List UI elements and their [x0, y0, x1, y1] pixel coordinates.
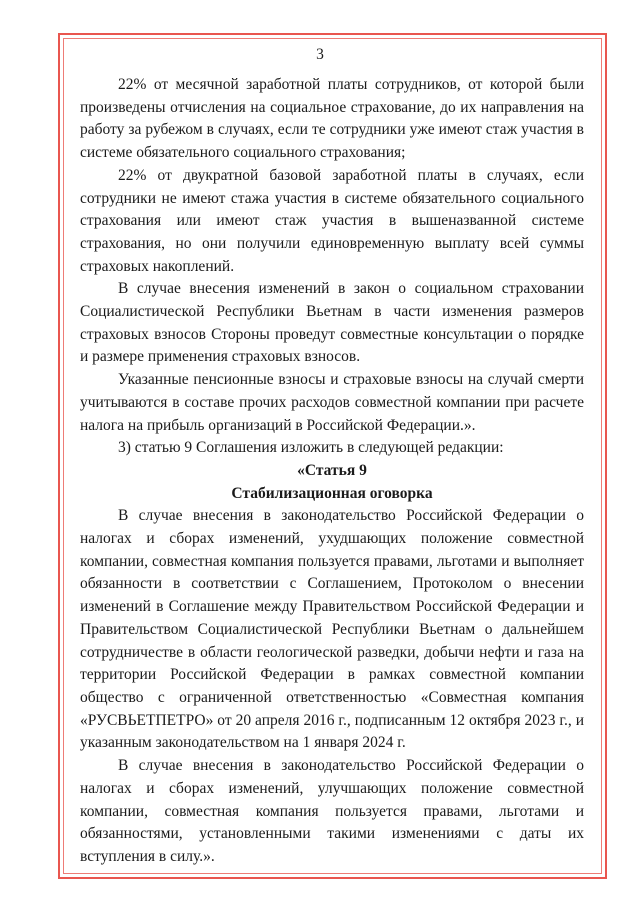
paragraph-article-9-instruction: 3) статью 9 Соглашения изложить в следующей редакции:: [118, 439, 504, 457]
article-subheading: Стабилизационная оговорка: [231, 484, 433, 502]
article-heading: «Статья 9: [297, 461, 367, 479]
paragraph-contribution-double-base-salary: 22% от двукратной базовой заработной платы в случаях, если сотрудники не имеют стажа участия в системе обязательного социального страхования или имеют стаж участия в вышеназванной системе страхования, но они получили единовременную выплату всей суммы страховых накоплений.: [80, 166, 584, 275]
paragraph-pension-contributions-expenses: Указанные пенсионные взносы и страховые взносы на случай смерти учитываются в составе прочих расходов совместной компании при расчете налога на прибыль организаций в Российской Федерации.».: [80, 371, 584, 434]
paragraph-worsening-changes: В случае внесения в законодательство Российской Федерации о налогах и сборах изменений, ухудшающих положение совместной компании, совместная компания пользуется правами, льготами и выполняет обязанности в соответствии с Соглашением, Протоколом о внесении изменений в Соглашение между Правительством Российской Федерации и Правительством Социалистической Республики Вьетнам о дальнейшем сотрудничестве в области геологической разведки, добычи нефти и газа на территории Российской Федерации в рамках совместной компании общество с ограниченной ответственностью «Совместная компания «РУСВЬЕТПЕТРО» от 20 апреля 2016 г., подписанным 12 октября 2023 г., и указанным законодательством на 1 января 2024 г.: [80, 507, 584, 752]
paragraph-contribution-monthly-salary: 22% от месячной заработной платы сотрудников, от которой были произведены отчисления на социальное страхование, до их направления на работу за рубежом в случаях, если те сотрудники уже имеют стаж участия в системе обязательного социального страхования;: [80, 76, 584, 162]
document-body: [80, 74, 584, 869]
page-number: 3: [316, 46, 324, 63]
paragraph-improving-changes: В случае внесения в законодательство Российской Федерации о налогах и сборах изменений, улучшающих положение совместной компании, совместная компания пользуется правами, льготами и обязанностями, установленными такими изменениями с даты их вступления в силу.».: [80, 757, 584, 865]
paragraph-law-amendment-consultations: В случае внесения изменений в закон о социальном страховании Социалистической Республики Вьетнам в части изменения размеров страховых взносов Стороны проведут совместные консультации о порядке и размере применения страховых взносов.: [80, 280, 584, 366]
